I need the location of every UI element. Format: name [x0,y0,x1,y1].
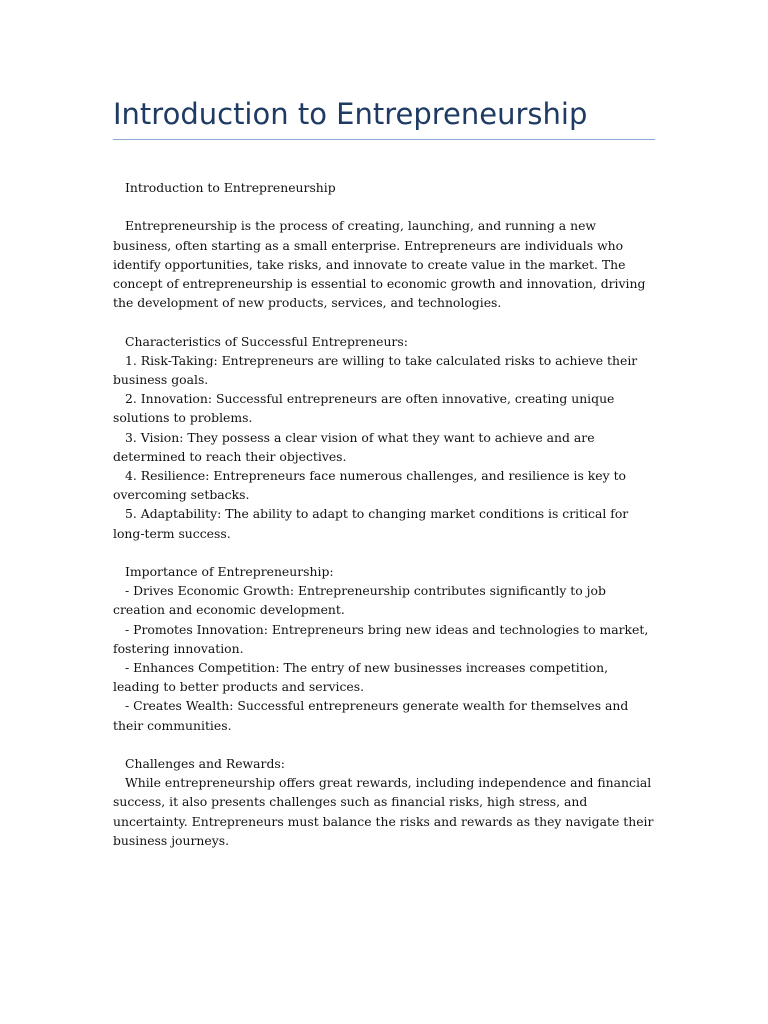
document-title: Introduction to Entrepreneurship [113,97,588,131]
importance-item: - Creates Wealth: Successful entrepreneurs generate wealth for themselves and their communities. [113,698,629,733]
importance-item: - Enhances Competition: The entry of new businesses increases competition, leading to better products and services. [113,660,609,695]
characteristics-heading: Characteristics of Successful Entrepreneurs: [125,333,408,349]
importance-heading: Importance of Entrepreneurship: [125,564,334,580]
challenges-heading: Challenges and Rewards: [125,756,285,772]
document-body [113,178,658,850]
spacer [113,312,658,331]
spacer [113,543,658,562]
challenges-paragraph: While entrepreneurship offers great rewards, including independence and financial success, it also presents challenges such as financial risks, high stress, and uncertainty. Entrepreneurs must balance the risks and rewards as they navigate their business journeys. [113,775,654,848]
spacer [113,735,658,754]
characteristic-item: 3. Vision: They possess a clear vision of what they want to achieve and are determined to reach their objectives. [113,429,595,464]
importance-item: - Promotes Innovation: Entrepreneurs bring new ideas and technologies to market, fostering innovation. [113,621,649,656]
intro-heading: Introduction to Entrepreneurship [125,180,336,195]
title-underline-rule [113,139,655,140]
spacer [113,197,658,216]
importance-item: - Drives Economic Growth: Entrepreneurship contributes significantly to job creation and economic development. [113,583,606,618]
intro-paragraph: Entrepreneurship is the process of creating, launching, and running a new business, often starting as a small enterprise. Entrepreneurs are individuals who identify opportunities, take risks, and innovate to create value in the market. The concept of entrepreneurship is essential to economic growth and innovation, driving the development of new products, services, and technologies. [113,218,646,311]
characteristic-item: 4. Resilience: Entrepreneurs face numerous challenges, and resilience is key to overcoming setbacks. [113,468,627,503]
characteristic-item: 2. Innovation: Successful entrepreneurs are often innovative, creating unique solutions to problems. [113,391,615,426]
characteristic-item: 5. Adaptability: The ability to adapt to changing market conditions is critical for long-term success. [113,506,629,541]
characteristic-item: 1. Risk-Taking: Entrepreneurs are willing to take calculated risks to achieve their business goals. [113,352,638,387]
